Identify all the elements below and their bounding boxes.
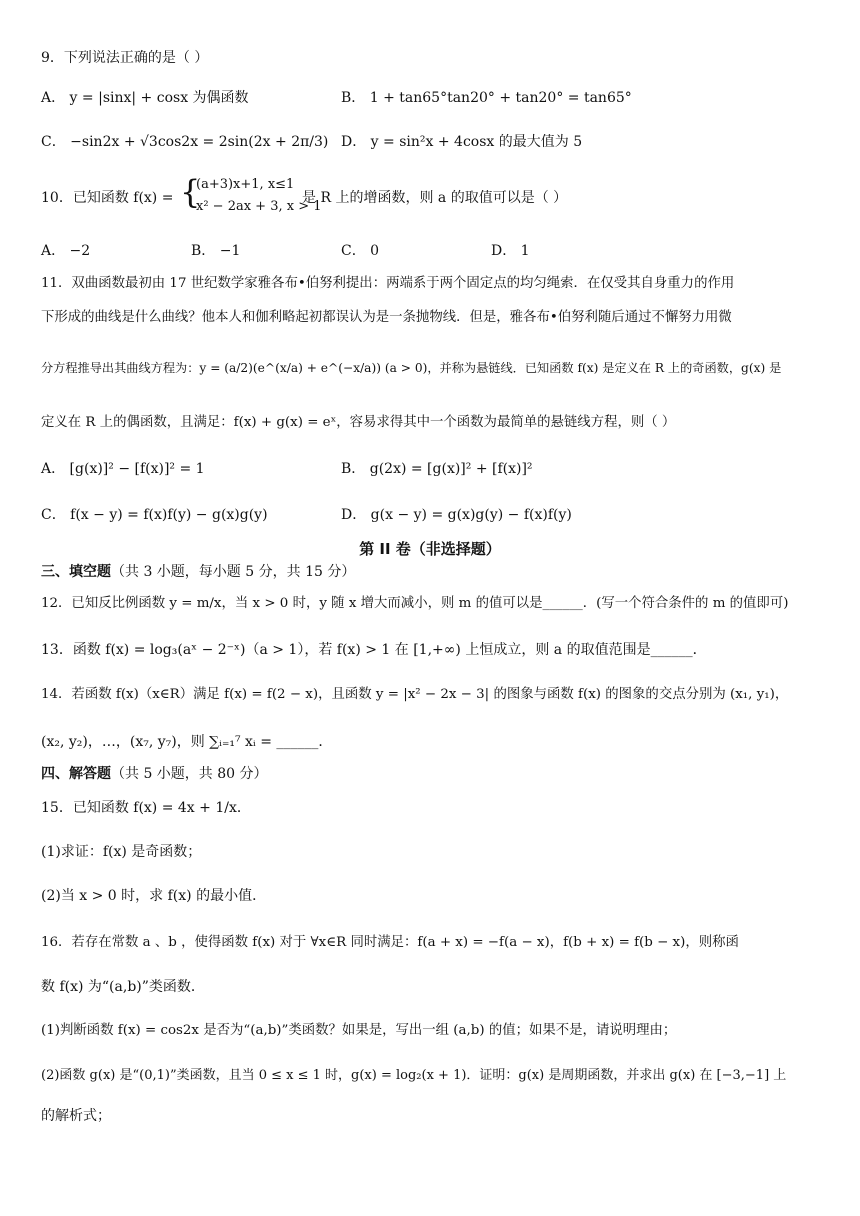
- q16-line-1: 16．若存在常数 a 、b ，使得函数 f(x) 对于 ∀x∈R 同时满足：f(a + x) = −f(a − x)，f(b + x) = f(b − x)，则称函: [41, 935, 739, 950]
- section-3-title: 三、填空题: [41, 564, 111, 580]
- q15-part-1: (1)求证：f(x) 是奇函数；: [41, 844, 202, 860]
- q10-option-b: B． −1: [191, 243, 241, 259]
- q11-option-c: C． f(x − y) = f(x)f(y) − g(x)g(y): [41, 507, 268, 523]
- q11-option-d: D． g(x − y) = g(x)g(y) − f(x)f(y): [341, 507, 572, 523]
- q16-part-1: (1)判断函数 f(x) = cos2x 是否为“(a,b)”类函数？如果是，写出一组 (a,b) 的值；如果不是，请说明理由；: [41, 1023, 677, 1038]
- q9-option-d: D． y = sin²x + 4cosx 的最大值为 5: [341, 134, 583, 150]
- section-4-heading: [41, 764, 268, 784]
- q10-stem-start: 10．已知函数 f(x) =: [41, 190, 174, 206]
- q9-option-b: B． 1 + tan65°tan20° + tan20° = tan65°: [341, 90, 632, 106]
- q15-stem: 15．已知函数 f(x) = 4x + 1/x．: [41, 800, 251, 816]
- q9-option-a: A． y = |sinx| + cosx 为偶函数: [41, 90, 249, 106]
- section-4-title: 四、解答题: [41, 766, 111, 782]
- q10-case-1: (a+3)x+1, x≤1: [196, 177, 295, 192]
- q11-line-4: 定义在 R 上的偶函数，且满足：f(x) + g(x) = eˣ，容易求得其中一个函数为最简单的悬链线方程，则（ ）: [41, 415, 676, 430]
- section-3-note: （共 3 小题，每小题 5 分，共 15 分）: [111, 564, 356, 580]
- q11-option-a: A． [g(x)]² − [f(x)]² = 1: [41, 461, 205, 477]
- q11-line-1: 11．双曲函数最初由 17 世纪数学家雅各布•伯努利提出：两端系于两个固定点的均匀绳索．在仅受其自身重力的作用: [41, 276, 735, 291]
- q10-option-d: D． 1: [491, 243, 530, 259]
- q9-stem: 9．下列说法正确的是（ ）: [41, 50, 209, 66]
- q10-brace: {: [180, 173, 201, 211]
- q14-line-1: 14．若函数 f(x)（x∈R）满足 f(x) = f(2 − x)，且函数 y = |x² − 2x − 3| 的图象与函数 f(x) 的图象的交点分别为 (x₁, y₁)，: [41, 687, 789, 702]
- q15-part-2: (2)当 x > 0 时，求 f(x) 的最小值．: [41, 888, 267, 904]
- section-3-heading: [41, 562, 355, 582]
- q16-part-2-line-2: 的解析式；: [41, 1108, 111, 1124]
- q16-line-2: 数 f(x) 为“(a,b)”类函数．: [41, 979, 205, 995]
- q10-stem-end: 是 R 上的增函数，则 a 的取值可以是（ ）: [302, 190, 568, 206]
- q11-line-2: 下形成的曲线是什么曲线？他本人和伽利略起初都误认为是一条抛物线．但是，雅各布•伯努利随后通过不懈努力用微: [41, 310, 732, 325]
- q11-option-b: B． g(2x) = [g(x)]² + [f(x)]²: [341, 461, 533, 477]
- q10-option-c: C． 0: [341, 243, 380, 259]
- q16-part-2-line-1: (2)函数 g(x) 是“(0,1)”类函数，且当 0 ≤ x ≤ 1 时，g(x) = log₂(x + 1)．证明：g(x) 是周期函数，并求出 g(x) 在 [−3,−1] 上: [41, 1068, 787, 1083]
- q11-line-3: 分方程推导出其曲线方程为：y = (a/2)(e^(x/a) + e^(−x/a)) (a > 0)，并称为悬链线．已知函数 f(x) 是定义在 R 上的奇函数，g(x) 是: [41, 361, 782, 375]
- q10-case-2: x² − 2ax + 3, x > 1: [196, 199, 322, 214]
- q9-option-c: C． −sin2x + √3cos2x = 2sin(2x + 2π/3): [41, 134, 329, 150]
- q12-text: 12．已知反比例函数 y = m/x，当 x > 0 时，y 随 x 增大而减小，则 m 的值可以是______．(写一个符合条件的 m 的值即可): [41, 596, 789, 611]
- part-2-title: 第 II 卷（非选择题）: [359, 540, 501, 558]
- q13-text: 13．函数 f(x) = log₃(aˣ − 2⁻ˣ)（a > 1），若 f(x) > 1 在 [1,+∞) 上恒成立，则 a 的取值范围是______．: [41, 642, 707, 658]
- q10-option-a: A． −2: [41, 243, 91, 259]
- q14-line-2: (x₂, y₂)，…，(x₇, y₇)，则 ∑ᵢ₌₁⁷ xᵢ = ______．: [41, 734, 333, 750]
- section-4-note: （共 5 小题，共 80 分）: [111, 766, 268, 782]
